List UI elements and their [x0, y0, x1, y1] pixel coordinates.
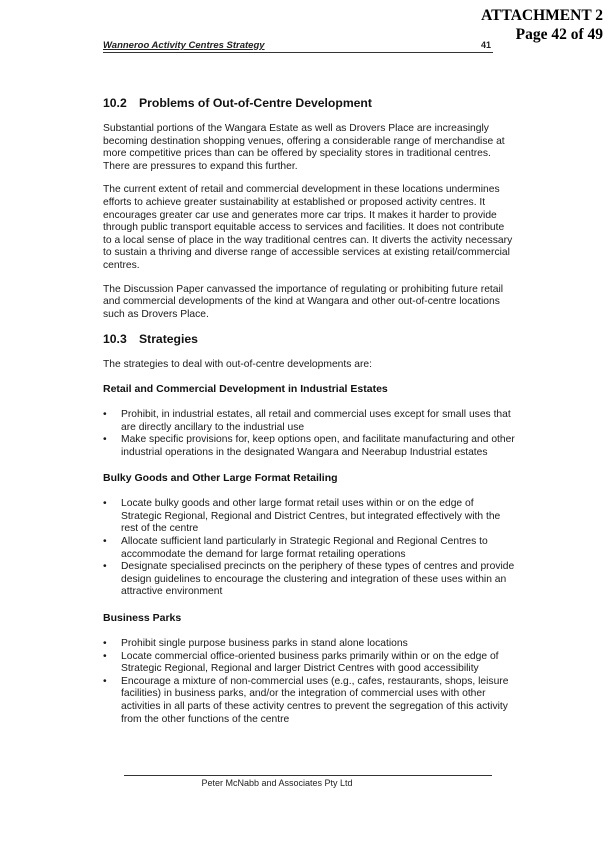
attachment-stamp [481, 6, 603, 44]
bullet-marker: • [103, 408, 107, 420]
bullet-marker: • [103, 650, 107, 662]
paragraph: The Discussion Paper canvassed the importance of regulating or prohibiting future retail and commercial developments of the kind at Wangara and other out-of-centre locations such as Drovers Place. [103, 283, 504, 320]
running-header-page-number: 41 [481, 40, 492, 50]
bullet-marker: • [103, 561, 107, 573]
list-item-text: Locate commercial office-oriented business parks primarily within or on the edge of Strategic Regional, Regional and larger District Centres with good accessibility [121, 650, 499, 675]
paragraph: Substantial portions of the Wangara Estate as well as Drovers Place are increasingly becoming destination shopping venues, offering a considerable range of merchandise at more competitive prices than can be offered by speciality stores in traditional centres. There are pressures to expand this further. [103, 123, 505, 172]
page-footer: Peter McNabb and Associates Pty Ltd [201, 778, 353, 788]
attachment-page-count: Page 42 of 49 [515, 26, 603, 43]
section-number: 10.2 [103, 96, 127, 110]
list-item-text: Allocate sufficient land particularly in Strategic Regional and Regional Centres to accommodate the demand for large format retailing operations [121, 536, 488, 560]
section-title: Strategies [139, 332, 198, 347]
bullet-list [103, 498, 515, 599]
bullet-marker: • [103, 434, 107, 446]
list-item [103, 638, 515, 651]
section-heading-10-3 [103, 332, 515, 346]
paragraph: The current extent of retail and commercial development in these locations undermines efforts to achieve greater sustainability at established or proposed activity centres. It encourages greater car use and generates more car trips. It makes it harder to provide through public transport equitable access to services and facilities. It does not contribute to a local sense of place in the way traditional centres can. It diverts the activity necessary to sustain a thriving and diverse range of accessible services at existing retail/commercial centres. [103, 184, 513, 271]
list-item [103, 561, 515, 599]
bullet-list [103, 409, 515, 459]
subheading-business-parks: Business Parks [103, 612, 182, 625]
list-item-text: Prohibit single purpose business parks in stand alone locations [121, 638, 408, 650]
attachment-label: ATTACHMENT 2 [481, 7, 603, 24]
paragraph: The strategies to deal with out-of-centre developments are: [103, 359, 373, 371]
document-body [103, 96, 515, 739]
bullet-list [103, 638, 515, 726]
list-item-text: Make specific provisions for, keep options open, and facilitate manufacturing and other industrial operations in the designated Wangara and Neerabup Industrial estates [121, 434, 515, 458]
footer-divider [124, 775, 492, 776]
list-item [103, 536, 515, 561]
subheading-bulky-goods: Bulky Goods and Other Large Format Retailing [103, 472, 338, 485]
list-item-text: Encourage a mixture of non-commercial uses (e.g., cafes, restaurants, shops, leisure facilities) in business parks, and/or the integration of commercial uses with other activities in all parts of these activity centres to prevent the segregation of this activity from the other functions of the centre [121, 675, 509, 725]
list-item [103, 651, 515, 676]
list-item-text: Designate specialised precincts on the periphery of these types of centres and provide design guidelines to encourage the clustering and integration of these uses within an attractive environment [121, 561, 515, 598]
list-item-text: Prohibit, in industrial estates, all retail and commercial uses except for small uses that are directly ancillary to the industrial use [121, 408, 511, 433]
list-item-text: Locate bulky goods and other large format retail uses within or on the edge of Strategic Regional, Regional and District Centres, but integrated effectively with the rest of the centre [121, 498, 501, 535]
list-item [103, 676, 515, 726]
bullet-marker: • [103, 498, 107, 510]
section-heading-10-2 [103, 96, 515, 110]
list-item [103, 434, 515, 459]
section-number: 10.3 [103, 332, 127, 347]
bullet-marker: • [103, 536, 107, 548]
bullet-marker: • [103, 675, 107, 687]
section-title: Problems of Out-of-Centre Development [139, 96, 372, 110]
list-item [103, 409, 515, 434]
bullet-marker: • [103, 638, 107, 650]
running-header-title: Wanneroo Activity Centres Strategy [103, 40, 493, 53]
list-item [103, 498, 515, 536]
subheading-industrial-estates: Retail and Commercial Development in Industrial Estates [103, 382, 388, 395]
